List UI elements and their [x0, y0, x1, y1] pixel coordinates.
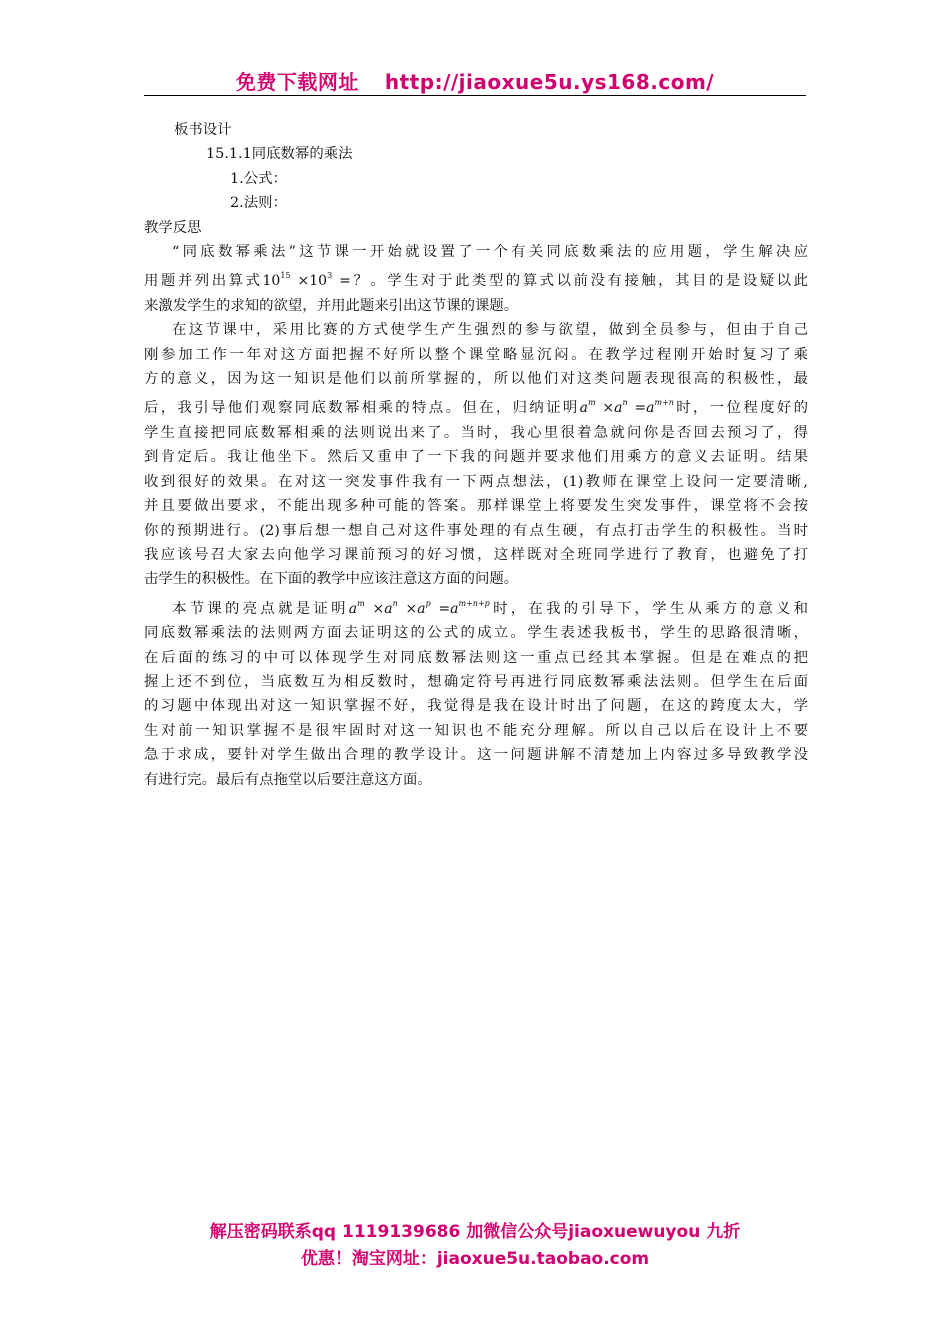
paragraph-line: 在这节课中，采用比赛的方式使学生产生强烈的参与欲望，做到全员参与，但由于自己	[172, 322, 808, 339]
paragraph-line: 在后面的练习的中可以体现学生对同底数幂法则这一重点已经其本掌握。但是在难点的把	[144, 649, 808, 666]
paragraph-line: 来激发学生的求知的欲望，并用此题来引出这节课的课题。	[144, 297, 519, 314]
paragraph-line: 刚参加工作一年对这方面把握不好所以整个课堂略显沉闷。在教学过程刚开始时复习了乘	[144, 346, 808, 363]
header-url-link[interactable]: http://jiaoxue5u.ys168.com/	[384, 70, 715, 94]
formula-am-an: $a^m \times a^n =a^{m+n}$	[579, 398, 674, 417]
outline-section: 15.1.1同底数幂的乘法	[206, 146, 353, 163]
paragraph-line: 的习题中体现出对这一知识掌握不好，我觉得是我在设计时出了问题，在这的跨度太大，学	[144, 698, 808, 715]
paragraph-line: 有进行完。最后有点拖堂以后要注意这方面。	[144, 771, 432, 788]
paragraph-line: 方的意义，因为这一知识是他们以前所掌握的，所以他们对这类问题表现很高的积极性，最	[144, 371, 808, 388]
footer-shop-link[interactable]: 优惠！淘宝网址：jiaoxue5u.taobao.com	[300, 1249, 650, 1269]
paragraph-line: 同底数幂乘法的法则两方面去证明这的公式的成立。学生表述我板书，学生的思路很清晰，	[144, 625, 808, 642]
paragraph-line: 生对前一知识掌握不是很牢固时对这一知识也不能充分理解。所以自己以后在设计上不要	[144, 722, 808, 739]
paragraph-line: 急于求成，要针对学生做出合理的教学设计。这一问题讲解不清楚加上内容过多导致教学没	[144, 747, 808, 764]
header-divider	[144, 95, 806, 96]
paragraph-line: 击学生的积极性。在下面的教学中应该注意这方面的问题。	[144, 571, 519, 588]
paragraph-line: 到肯定后。我让他坐下。然后又重申了一下我的问题并要求他们用乘方的意义去证明。结果	[144, 449, 808, 466]
header-label: 免费下载网址	[235, 70, 359, 94]
document-body	[144, 118, 808, 792]
paragraph-line-formula: 本节课的亮点就是证明$a^m \times a^n \times a^p =a^{m+n+p}$时，在我的引导下，学生从乘方的意义和	[172, 598, 809, 617]
page-header	[0, 66, 950, 95]
outline-title: 板书设计	[174, 122, 232, 138]
paragraph-line: “同底数幂乘法”这节课一开始就设置了一个有关同底数乘法的应用题，学生解决应	[172, 244, 808, 261]
paragraph-line: 握上还不到位，当底数互为相反数时，想确定符号再进行同底数幂乘法法则。但学生在后面	[144, 673, 808, 690]
outline-item-formula: 1.公式：	[230, 170, 287, 187]
outline-item-rule: 2.法则：	[230, 195, 287, 212]
formula-10-15-times-10-3: $10^{15} \times 10^3$ =	[262, 271, 351, 290]
paragraph-line: 我应该号召大家去向他学习课前预习的好习惯，这样既对全班同学进行了教育，也避免了打	[144, 546, 808, 563]
reflection-heading: 教学反思	[144, 219, 202, 236]
paragraph-line: 并且要做出要求，不能出现多种可能的答案。那样课堂上将要发生突发事件，课堂将不会按	[144, 498, 808, 515]
paragraph-line-formula: 后，我引导他们观察同底数幂相乘的特点。但在，归纳证明$a^m \times a^n =a^{m+n}$时，一位程度好的	[144, 398, 808, 417]
paragraph-line: 收到很好的效果。在对这一突发事件我有一下两点想法，(1)教师在课堂上设问一定要清晰,	[144, 473, 808, 490]
footer-contact-line: 解压密码联系qq 1119139686 加微信公众号jiaoxuewuyou 九折	[209, 1222, 741, 1242]
paragraph-line: 学生直接把同底数幂相乘的法则说出来了。当时，我心里很着急就问你是否回去预习了，得	[144, 424, 808, 441]
formula-am-an-ap: $a^m \times a^n \times a^p =a^{m+n+p}$	[348, 598, 490, 617]
page-footer	[0, 1219, 950, 1273]
paragraph-line-formula: 用题并列出算式$10^{15} \times 10^3$ =？。学生对于此类型的算式以前没有接触，其目的是设疑以此	[144, 271, 808, 290]
paragraph-line: 你的预期进行。(2)事后想一想自己对这件事处理的有点生硬，有点打击学生的积极性。当时	[144, 522, 808, 539]
